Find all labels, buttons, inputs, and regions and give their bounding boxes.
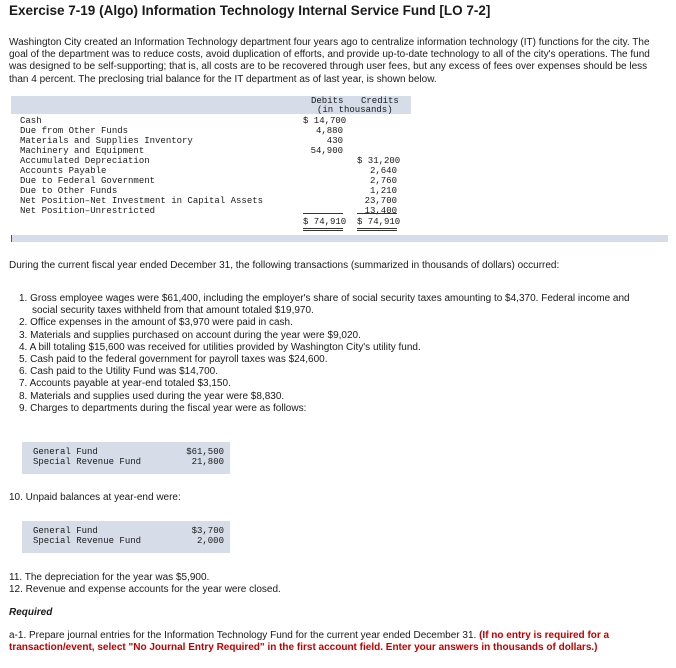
trial-balance-table (11, 96, 411, 236)
requirement-a1 (9, 630, 649, 654)
debit-total: $ 74,910 (303, 217, 347, 227)
transaction-text: Office expenses in the amount of $3,970 were paid in cash. (30, 317, 293, 329)
trial-balance-account-label: Materials and Supplies Inventory (20, 136, 193, 146)
trial-balance-credit: $ 31,200 (357, 156, 401, 166)
credit-double-rule-1 (357, 228, 397, 229)
trial-balance-credit: 2,760 (369, 176, 397, 186)
trial-balance-debit: 54,900 (310, 146, 343, 156)
trial-balance-account-label: Machinery and Equipment (20, 146, 145, 156)
transaction-item (9, 293, 649, 317)
trial-balance-account-label: Due from Other Funds (20, 126, 129, 136)
trial-balance-account-label: Due to Federal Government (20, 176, 156, 186)
debit-double-rule-1 (303, 228, 343, 229)
trial-balance-credit: 13,400 (364, 206, 397, 216)
item-10: 10. Unpaid balances at year-end were: (9, 492, 181, 503)
transaction-item (9, 330, 649, 342)
item-12: 12. Revenue and expense accounts for the year were closed. (9, 584, 281, 595)
transaction-text: Charges to departments during the fiscal year were as follows: (30, 402, 307, 414)
debit-double-rule-2 (303, 230, 343, 231)
transaction-item (9, 354, 649, 366)
trial-balance-account-label: Net Position–Net Investment in Capital Assets (20, 196, 264, 206)
trial-balance-credit: 1,210 (369, 186, 397, 196)
trial-balance-credit: 2,640 (369, 166, 397, 176)
transactions-intro: During the current fiscal year ended December 31, the following transactions (summarized in thousands of dollars) occurred: (9, 260, 560, 271)
unpaid-label: General Fund (33, 526, 98, 536)
charges-value: 21,800 (191, 457, 224, 467)
scroll-divider-bar (11, 235, 668, 242)
transaction-item (9, 342, 649, 354)
trial-balance-account-label: Net Position–Unrestricted (20, 206, 156, 216)
transaction-item (9, 378, 649, 390)
transaction-item (9, 366, 649, 378)
debit-total-rule (303, 213, 343, 214)
transactions-list (9, 293, 649, 415)
transaction-number: 6. (19, 366, 28, 378)
header-credits: Credits (361, 96, 399, 106)
required-heading: Required (9, 607, 53, 618)
transaction-number: 3. (19, 329, 28, 341)
page-title: Exercise 7-19 (Algo) Information Technology Internal Service Fund [LO 7-2] (9, 3, 491, 18)
unpaid-table (22, 521, 230, 553)
transaction-number: 5. (19, 354, 28, 366)
transaction-text: Gross employee wages were $61,400, including the employer's share of social security taxes amounting to $4,370. Federal income and social security taxes withheld from that amount totaled $19,970. (30, 293, 630, 317)
header-units: (in thousands) (317, 105, 393, 115)
transaction-text: Materials and supplies used during the year were $8,830. (30, 390, 285, 402)
unpaid-value: $3,700 (191, 526, 224, 536)
trial-balance-account-label: Accumulated Depreciation (20, 156, 150, 166)
unpaid-label: Special Revenue Fund (33, 536, 142, 546)
charges-label: Special Revenue Fund (33, 457, 142, 467)
unpaid-value: 2,000 (196, 536, 224, 546)
trial-balance-account-label: Accounts Payable (20, 166, 107, 176)
trial-balance-debit: 4,880 (315, 126, 343, 136)
requirement-a1-prefix: a-1. (9, 630, 27, 641)
transaction-text: Cash paid to the Utility Fund was $14,700. (30, 366, 219, 378)
charges-table (22, 442, 230, 474)
transaction-text: Accounts payable at year-end totaled $3,150. (29, 378, 231, 390)
transaction-item (9, 317, 649, 329)
charges-label: General Fund (33, 447, 98, 457)
trial-balance-debit: $ 14,700 (303, 116, 347, 126)
item-11: 11. The depreciation for the year was $5,900. (9, 572, 210, 583)
intro-paragraph: Washington City created an Information Technology department four years ago to centralize information technology (IT) functions for the city. The goal of the department was to reduce costs, avoid duplication of efforts, and provide up-to-date technology to all of the city's operations. The fund was designed to be self-supporting; that is, all costs are to be recovered through user fees, but any excess of fees over expenses should be less than 4 percent. The preclosing trial balance for the IT department as of last year, is shown below. (9, 37, 650, 85)
trial-balance-account-label: Due to Other Funds (20, 186, 118, 196)
credit-double-rule-2 (357, 230, 397, 231)
trial-balance-debit: 430 (326, 136, 343, 146)
charges-value: $61,500 (186, 447, 224, 457)
transaction-item (9, 403, 649, 415)
credit-total: $ 74,910 (357, 217, 401, 227)
transaction-number: 4. (19, 341, 28, 353)
transaction-number: 2. (19, 317, 28, 329)
transaction-number: 7. (19, 378, 28, 390)
transaction-item (9, 391, 649, 403)
trial-balance-account-label: Cash (20, 116, 42, 126)
transaction-number: 1. (19, 293, 28, 304)
trial-balance-credit: 23,700 (364, 196, 397, 206)
transaction-text: Materials and supplies purchased on account during the year were $9,020. (30, 329, 361, 341)
transaction-text: A bill totaling $15,600 was received for utilities provided by Washington City's utility fund. (29, 341, 421, 353)
transaction-number: 8. (19, 390, 28, 402)
requirement-a1-text: Prepare journal entries for the Information Technology Fund for the current year ended December 31. (29, 630, 477, 641)
header-debits: Debits (311, 96, 344, 106)
scroll-divider-edge (11, 235, 12, 242)
transaction-text: Cash paid to the federal government for payroll taxes was $24,600. (30, 354, 328, 366)
requirement-a1-instruction: (If no entry is required for a transaction/event, select "No Journal Entry Required" in the first account field. Enter your answers in thousands of dollars.) (9, 630, 610, 654)
transaction-number: 9. (19, 402, 28, 414)
credit-total-rule (357, 213, 397, 214)
